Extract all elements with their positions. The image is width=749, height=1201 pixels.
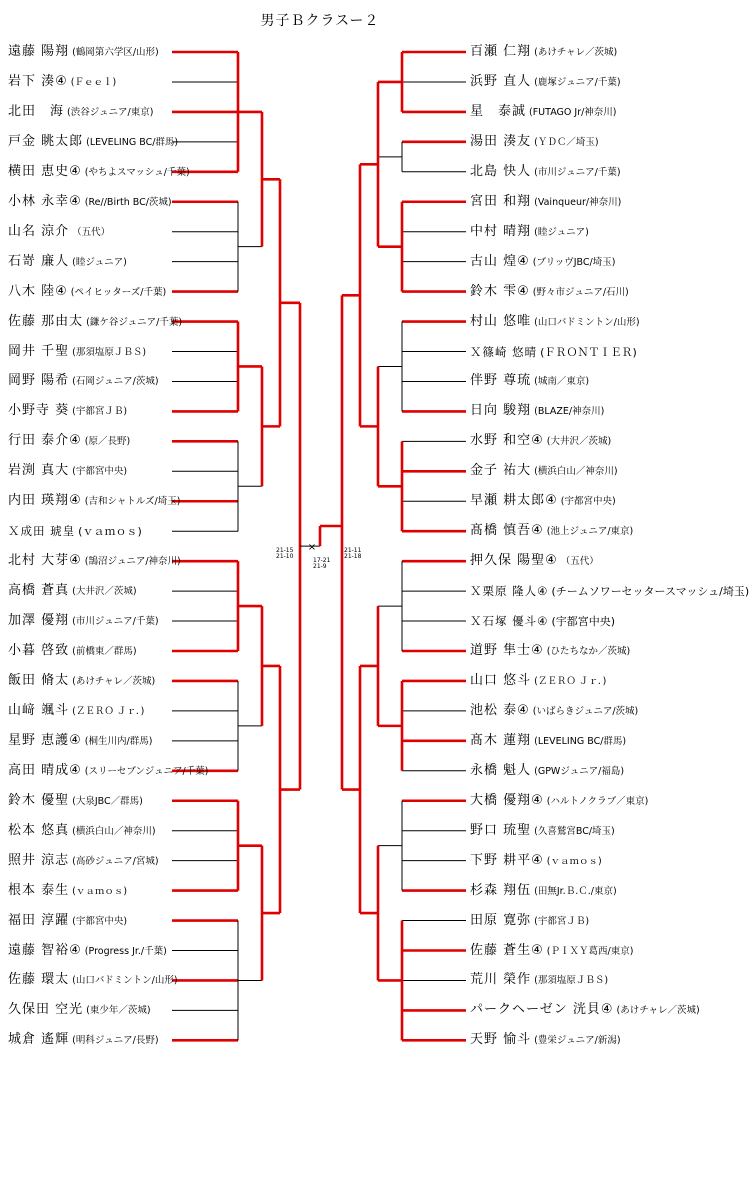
player-affiliation: (前橋東／群馬) (72, 646, 137, 657)
player-name: 遠藤 陽翔 (8, 44, 70, 59)
player-name: 城倉 遙輝 (8, 1032, 70, 1048)
player-name: 髙橋 慎吾④ (470, 523, 544, 539)
player-name: 北島 快人 (470, 163, 532, 179)
right-player-row (470, 313, 640, 331)
player-affiliation: (大井沢／茨城) (72, 586, 137, 598)
player-name: 中村 晴翔 (470, 223, 532, 239)
player-name: 水野 和空④ (470, 433, 544, 449)
player-name: 横田 恵史④ (8, 163, 82, 179)
player-name: パークヘーゼン 洸貝④ (470, 1002, 614, 1018)
player-name: 佐藤 那由太 (8, 313, 84, 329)
final-walkover-mark: × (307, 542, 317, 553)
player-affiliation: (ペイヒッターズ/千葉) (70, 286, 167, 298)
player-affiliation: (鹿塚ジュニア/千葉) (534, 76, 621, 88)
player-affiliation: (城南／東京) (534, 376, 590, 388)
player-name: 岡野 陽希 (8, 373, 70, 389)
player-name: Ｘ篠崎 悠晴 (470, 344, 538, 359)
player-name: 飯田 脩太 (8, 672, 70, 688)
player-name: 北田 海 (8, 103, 65, 119)
right-player-row (470, 103, 617, 121)
right-player-row (470, 193, 621, 211)
player-name: 田原 寛弥 (470, 912, 532, 928)
player-affiliation: (LEVELING BC/群馬) (86, 136, 179, 148)
left-player-row (8, 672, 155, 690)
player-name: 大橋 優翔④ (470, 792, 544, 808)
left-player-row (8, 1031, 159, 1049)
player-affiliation: (明科ジュニア/長野) (72, 1035, 159, 1047)
left-player-row (8, 223, 110, 241)
right-player-row (470, 672, 606, 690)
player-name: 岡井 千聖 (8, 343, 70, 359)
right-player-row (470, 432, 611, 450)
final-right-score: 21-18 (344, 553, 362, 560)
player-affiliation: (BLAZE/神奈川) (534, 406, 605, 418)
player-affiliation: (ｖａｍｏｓ) (78, 525, 142, 539)
player-name: 金子 祐大 (470, 463, 532, 479)
final-right-score: 21-11 (344, 547, 362, 554)
player-name: 佐藤 蒼生④ (470, 942, 544, 958)
player-name: 小林 永幸④ (8, 193, 82, 209)
player-name: 岩渕 真大 (8, 463, 70, 479)
player-affiliation: (市川ジュニア/千葉) (534, 166, 621, 178)
player-name: 小暮 啓致 (8, 643, 70, 658)
player-affiliation: (Ｆｅｅｌ) (70, 76, 117, 88)
left-player-row (8, 492, 180, 510)
left-player-row (8, 193, 172, 211)
player-name: 山口 悠斗 (470, 672, 532, 688)
player-affiliation: (ＹＤＣ／埼玉) (534, 136, 599, 148)
player-affiliation: (横浜白山／神奈川) (534, 466, 618, 478)
right-player-row (470, 223, 589, 241)
player-name: 古山 煌④ (470, 253, 530, 269)
player-affiliation: (山口バドミントン/山形) (72, 975, 178, 987)
left-player-row (8, 882, 127, 900)
player-name: Ｘ栗原 隆人④ (470, 584, 549, 599)
player-name: 星 泰誠 (470, 103, 527, 119)
left-player-row (8, 942, 167, 960)
left-player-row (8, 43, 159, 61)
player-affiliation: (あけチャレ／茨城) (616, 1005, 700, 1017)
player-affiliation: (池上ジュニア/東京) (546, 526, 634, 538)
left-player-row (8, 522, 142, 540)
player-name: 鈴木 優聖 (8, 792, 70, 808)
right-player-row (470, 402, 604, 420)
player-name: 永橋 魁人 (470, 762, 532, 778)
player-affiliation: (チームソワーセッタースマッシュ/埼玉) (551, 585, 749, 599)
player-name: 内田 瑛翔④ (8, 493, 82, 509)
player-name: 八木 陸④ (8, 283, 68, 299)
player-affiliation: (原／長野) (84, 436, 131, 448)
player-name: 湯田 湊友 (470, 133, 532, 149)
player-affiliation: (ひたちなか／茨城) (546, 646, 631, 657)
right-player-row (470, 702, 638, 720)
player-affiliation: (Progress Jr./千葉) (84, 945, 167, 957)
right-player-row (470, 582, 749, 600)
left-player-row (8, 253, 127, 271)
right-player-row (470, 852, 602, 870)
player-name: 福田 淳躍 (8, 912, 70, 928)
left-player-row (8, 73, 116, 91)
player-name: 星野 恵護④ (8, 732, 82, 748)
left-player-row (8, 852, 159, 870)
right-player-row (470, 522, 633, 540)
player-name: 鈴木 雫④ (470, 283, 530, 299)
right-player-row (470, 283, 629, 301)
right-player-row (470, 133, 599, 151)
right-player-row (470, 912, 589, 930)
player-affiliation: (ｖａｍｏｓ) (546, 855, 602, 867)
player-affiliation: (いばらきジュニア/茨城) (532, 705, 639, 717)
player-affiliation: (宇都宮中央) (560, 496, 616, 508)
left-player-row (8, 702, 144, 720)
player-name: 浜野 直人 (470, 73, 532, 89)
right-player-row (470, 762, 624, 780)
player-affiliation: (睦ジュニア) (534, 226, 589, 238)
player-name: Ｘ成田 琥皇 (8, 524, 76, 539)
left-player-row (8, 103, 153, 121)
left-player-row (8, 612, 159, 630)
player-name: 押久保 陽聖④ (470, 553, 558, 569)
player-name: 山名 涼介 (8, 223, 70, 239)
player-name: 池松 泰④ (470, 702, 530, 718)
player-affiliation: (スリーセブンジュニア/千葉) (84, 765, 209, 777)
player-affiliation: (あけチャレ／茨城) (534, 47, 618, 58)
player-name: 高田 晴成④ (8, 762, 82, 778)
right-player-row (470, 792, 648, 810)
player-name: 杉森 翔伍 (470, 882, 532, 898)
left-player-row (8, 462, 127, 480)
right-player-row (470, 971, 608, 989)
player-affiliation: (Re//Birth BC/茨城) (84, 196, 172, 208)
right-player-row (470, 343, 637, 361)
player-affiliation: (山口バドミントン/山形) (534, 316, 640, 328)
player-affiliation: (市川ジュニア/千葉) (72, 616, 159, 628)
left-player-row (8, 133, 178, 151)
player-name: 加澤 優翔 (8, 613, 70, 629)
player-name: 北村 大芽④ (8, 553, 82, 569)
player-affiliation: (宇都宮ＪＢ) (72, 406, 128, 418)
player-name: 照井 涼志 (8, 852, 70, 868)
player-name: 根本 泰生 (8, 882, 70, 898)
player-affiliation: (GPWジュニア/福島) (534, 765, 625, 777)
player-affiliation: (久喜鷲宮BC/埼玉) (534, 825, 615, 837)
right-player-row (470, 253, 615, 271)
right-player-row (470, 942, 633, 960)
player-affiliation: (宇都宮中央) (551, 615, 616, 629)
left-player-row (8, 912, 127, 930)
right-player-row (470, 372, 589, 390)
player-name: 山﨑 颯斗 (8, 702, 70, 718)
player-name: Ｘ石塚 優斗④ (470, 614, 549, 629)
left-player-row (8, 971, 178, 989)
left-player-row (8, 163, 190, 181)
player-name: 道野 隼士④ (470, 643, 544, 658)
left-player-row (8, 732, 152, 750)
player-affiliation: (横浜白山／神奈川) (72, 825, 156, 837)
right-player-row (470, 492, 616, 510)
left-player-row (8, 343, 146, 361)
player-name: 伴野 尊琉 (470, 373, 532, 389)
player-affiliation: (ＰＩＸＹ葛西/東京) (546, 945, 634, 957)
player-affiliation: (睦ジュニア) (72, 256, 127, 268)
player-name: 宮田 和翔 (470, 193, 532, 209)
player-affiliation: (高砂ジュニア/宮城) (72, 855, 159, 867)
final-mid-score: 21-9 (313, 563, 327, 570)
player-name: 百瀬 仁翔 (470, 44, 532, 59)
player-affiliation: (宇都宮中央) (72, 466, 128, 478)
player-name: 村山 悠唯 (470, 313, 532, 329)
player-affiliation: (やちよスマッシュ/千葉) (84, 166, 190, 178)
player-name: 戸金 眺太郎 (8, 133, 84, 149)
player-name: 髙木 蓮翔 (470, 732, 532, 748)
player-affiliation: (吉和シャトルズ/埼玉) (84, 496, 181, 508)
left-player-row (8, 432, 130, 450)
player-name: 下野 耕平④ (470, 852, 544, 868)
player-affiliation: (鎌ケ谷ジュニア/千葉) (86, 316, 183, 328)
player-name: 久保田 空光 (8, 1002, 84, 1018)
left-player-row (8, 283, 166, 301)
player-name: 荒川 榮作 (470, 972, 532, 988)
player-affiliation: (那須塩原ＪＢＳ) (72, 346, 147, 358)
player-name: 天野 愉斗 (470, 1032, 532, 1048)
player-affiliation: (鶴岡第六学区/山形) (72, 47, 159, 58)
left-player-row (8, 402, 127, 420)
right-player-row (470, 882, 617, 900)
right-player-row (470, 163, 621, 181)
player-name: 日向 駿翔 (470, 403, 532, 419)
left-player-row (8, 372, 159, 390)
right-player-row (470, 462, 618, 480)
left-player-row (8, 792, 143, 810)
left-player-row (8, 552, 181, 570)
player-affiliation: (FUTAGO Jr/神奈川) (529, 106, 617, 118)
final-left-score: 21-15 (276, 547, 294, 554)
player-affiliation: (渋谷ジュニア/東京) (67, 106, 154, 118)
player-name: 行田 泰介④ (8, 433, 82, 449)
player-name: 佐藤 環太 (8, 972, 70, 988)
left-player-row (8, 762, 208, 780)
player-affiliation: (ブリッヴJBC/埼玉) (532, 256, 616, 268)
player-affiliation: (ＦＲＯＮＴＩＥＲ) (540, 345, 637, 359)
player-affiliation: (豊栄ジュニア/新潟) (534, 1035, 621, 1047)
player-name: 野口 琉聖 (470, 822, 532, 838)
player-name: 小野寺 葵 (8, 403, 70, 419)
player-name: 石嵜 廉人 (8, 253, 70, 269)
player-affiliation: (あけチャレ／茨城) (72, 675, 156, 687)
player-name: 岩下 湊④ (8, 73, 68, 89)
left-player-row (8, 822, 156, 840)
player-affiliation: （五代） (560, 556, 599, 568)
player-affiliation: (ハルトノクラブ／東京) (546, 795, 649, 807)
player-affiliation: (野々市ジュニア/石川) (532, 286, 629, 298)
player-affiliation: (Vainqueur/神奈川) (534, 196, 622, 208)
player-name: 早瀬 耕太郎④ (470, 493, 558, 509)
page-title: 男子Ｂクラスー２ (260, 13, 380, 29)
left-player-row (8, 1001, 151, 1019)
player-affiliation: (宇都宮中央) (72, 915, 128, 927)
player-affiliation: (宇都宮ＪＢ) (534, 915, 590, 927)
player-affiliation: (LEVELING BC/群馬) (534, 735, 627, 747)
left-player-row (8, 642, 137, 660)
player-affiliation: (ＺＥＲＯ Ｊｒ．) (72, 705, 145, 717)
player-name: 松本 悠真 (8, 822, 70, 838)
right-player-row (470, 73, 621, 91)
player-affiliation: (ｖａｍｏｓ) (72, 885, 128, 897)
player-affiliation: (田無Jr.Ｂ.Ｃ./東京) (534, 885, 617, 897)
player-affiliation: (東少年／茨城) (86, 1005, 151, 1017)
final-left-score: 21-10 (276, 553, 294, 560)
player-affiliation: （五代） (72, 226, 111, 238)
player-affiliation: (桐生川内/群馬) (84, 735, 153, 747)
player-name: 遠藤 智裕④ (8, 942, 82, 958)
left-player-row (8, 313, 182, 331)
player-affiliation: (那須塩原ＪＢＳ) (534, 975, 609, 987)
player-affiliation: (鵠沼ジュニア/神奈川) (84, 556, 181, 568)
right-player-row (470, 1001, 700, 1019)
right-player-row (470, 822, 615, 840)
player-affiliation: (石岡ジュニア/茨城) (72, 376, 159, 388)
right-player-row (470, 43, 617, 61)
player-affiliation: (大井沢／茨城) (546, 436, 612, 448)
right-player-row (470, 642, 630, 660)
right-player-row (470, 612, 615, 630)
player-affiliation: (ＺＥＲＯ Ｊｒ．) (534, 675, 607, 687)
player-affiliation: (大泉JBC／群馬) (72, 795, 143, 807)
player-name: 高橋 蒼真 (8, 583, 70, 599)
final-mid-score: 17-21 (313, 557, 331, 564)
right-player-row (470, 552, 599, 570)
left-player-row (8, 582, 137, 600)
right-player-row (470, 1031, 621, 1049)
right-player-row (470, 732, 626, 750)
